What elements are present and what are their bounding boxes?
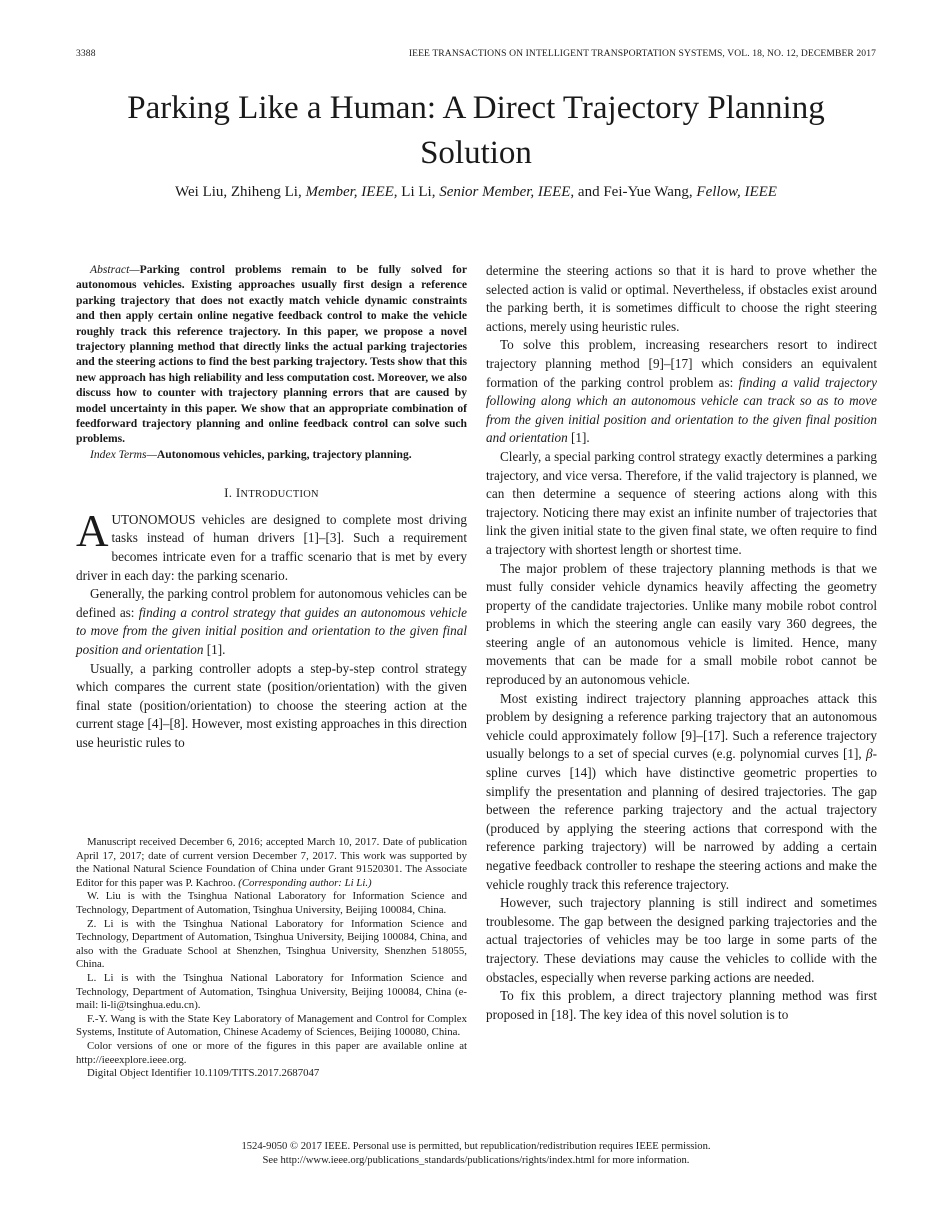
footnote-color: Color versions of one or more of the figures in this paper are available online at http://ieeexplore.ieee.org. [76,1039,467,1066]
copyright-line: 1524-9050 © 2017 IEEE. Personal use is permitted, but republication/redistribution requires IEEE permission. [241,1141,711,1152]
running-header [76,48,876,62]
intro-paragraph-1: AUTONOMOUS vehicles are designed to complete most driving tasks instead of human drivers [1]–[3]. Such a requirement becomes intricate even for a traffic scenario that is met by every driver in each day: the parking scenario. [76,505,467,583]
author-text: , and Fei-Yue Wang, [570,184,697,200]
right-paragraph-4: Most existing indirect trajectory planning approaches attack this problem by designing a reference parking trajectory that an autonomous vehicle could approximately follow [9]–[17]. Such a reference trajectory usually belongs to a set of special curves (e.g. polynomial curves [1], β-spline curves [14]) which have distinctive geometric properties to simplify the presentation and planning of desired trajectories. The gap between the reference parking trajectory and the actual trajectory (produced by applying the steering actions that correspond with the reference parking trajectory) will be narrowed by adding a certain negative feedback controller to reshape the steering actions and make the vehicle roughly track this reference trajectory. [486,690,877,892]
journal-name: IEEE TRANSACTIONS ON INTELLIGENT TRANSPORTATION SYSTEMS, VOL. 18, NO. 12, DECEMBER 2017 [408,48,876,59]
right-column [486,262,877,1024]
right-paragraph-3: The major problem of these trajectory planning methods is that we must fully consider vehicle dynamics heavily affecting the geometry property of the candidate trajectories. Unlike many mobile robot control problems in which the steering angle can easily vary 360 degrees, the steering angle of an autonomous vehicle is limited. Hence, many movements that can be made for a small mobile robot cannot be reproduced by an autonomous vehicle. [486,560,877,688]
author-list [60,182,892,202]
section-heading-introduction: I. INTRODUCTION [224,485,319,501]
footnotes [76,836,467,1081]
copyright-link: See http://www.ieee.org/publications_standards/publications/rights/index.html for more information. [262,1155,690,1166]
right-paragraph-5: However, such trajectory planning is still indirect and sometimes troublesome. The gap between the designed parking trajectories and the actual trajectories of vehicles may be too large in some parts of the trajectory. These deviations may cause the vehicles to collide with the obstacles, especially when reverse parking actions are needed. [486,895,877,985]
index-terms [76,447,467,462]
abstract [76,262,467,447]
author-text: , Li Li, [393,184,440,200]
footnote-doi: Digital Object Identifier 10.1109/TITS.2017.2687047 [87,1067,320,1080]
footnote-affiliation: W. Liu is with the Tsinghua National Laboratory for Information Science and Technology, Department of Automation, Tsinghua University, Beijing 100084, China. [76,890,467,916]
abstract-text: Parking control problems remain to be fully solved for autonomous vehicles. Existing approaches usually first design a reference parking trajectory that does not exactly match vehicle dynamic constraints and then apply certain online negative feedback control to make the vehicle roughly track this reference trajectory. In this paper, we propose a novel trajectory planning method that directly links the actual parking trajectories and the steering actions to find the best parking trajectory. Tests show that this new approach has high reliability and less computation cost. Moreover, we also discuss how to counter with trajectory planning errors that are caused by model uncertainty in this paper. We show that an appropriate combination of feedforward trajectory planning and online feedback control can solve such problems. [76,263,467,446]
left-column [76,262,467,753]
index-terms-text: Autonomous vehicles, parking, trajectory planning. [156,447,412,461]
footnote-affiliation: F.-Y. Wang is with the State Key Laboratory of Management and Control for Complex Systems, Institute of Automation, Chinese Academy of Sciences, Beijing 100080, China. [76,1012,467,1039]
author-role: Fellow, IEEE [696,184,777,200]
right-paragraph-1: To solve this problem, increasing researchers resort to indirect trajectory planning method [9]–[17] which considers an equivalent formation of the parking control problem as: finding a valid trajectory following along which an autonomous vehicle can track so as to move from the given initial position and orientation to the given final position and orientation [1]. [486,337,877,446]
paper-title: Parking Like a Human: A Direct Trajectory Planning Solution [127,90,825,171]
footnote-affiliation: L. Li is with the Tsinghua National Laboratory for Information Science and Technology, Department of Automation, Tsinghua University, Beijing 100084, China (e-mail: li-li@tsinghua.edu.cn). [76,971,467,1012]
footnote-manuscript: Manuscript received December 6, 2016; accepted March 10, 2017. Date of publication April 17, 2017; date of current version December 7, 2017. This work was supported by the National Natural Science Foundation of China under Grant 91520301. The Associate Editor for this paper was P. Kachroo. (Corresponding author: Li Li.) [76,836,467,889]
intro-paragraph-2: Generally, the parking control problem for autonomous vehicles can be defined as: finding a control strategy that guides an autonomous vehicle to move from the given initial position and orientation to the given final position and orientation [1]. [76,586,467,658]
right-paragraph-6: To fix this problem, a direct trajectory planning method was first proposed in [18]. The key idea of this novel solution is to [486,988,877,1022]
author-text: Wei Liu, Zhiheng Li, [175,184,306,200]
right-paragraph-2: Clearly, a special parking control strategy exactly determines a parking trajectory, and vice versa. Therefore, if the valid trajectory is planned, we can then determine a sequence of steering actions along with this trajectory. Noticing there may exist an infinite number of trajectories that link the given initial state to the given final state, we often require to find a trajectory with shortest length or shortest time. [486,448,877,557]
copyright-notice [76,1140,876,1168]
right-paragraph-0: determine the steering actions so that it is hard to prove whether the selected action is valid or optimal. Nevertheless, if obstacles exist around the parking berth, it is sometimes difficult to choose the right steering actions, merely using heuristic rules. [486,263,877,334]
page-number: 3388 [76,48,96,59]
intro-paragraph-3: Usually, a parking controller adopts a step-by-step control strategy which compares the current state (position/orientation) with the given final state (position/orientation) to choose the steering action at the current stage [4]–[8]. However, most existing approaches in this direction use heuristic rules to [76,660,467,750]
author-role: Senior Member, IEEE [439,184,571,200]
index-terms-label: Index Terms— [90,447,157,461]
abstract-label: Abstract— [90,263,140,276]
drop-cap: A [76,505,109,556]
author-role: Member, IEEE [305,184,394,200]
footnote-affiliation: Z. Li is with the Tsinghua National Laboratory for Information Science and Technology, Department of Automation, Tsinghua University, Beijing 100084, China, and also with the Graduate School at Shenzhen, Tsinghua University, Shenzhen 518055, China. [76,917,467,971]
